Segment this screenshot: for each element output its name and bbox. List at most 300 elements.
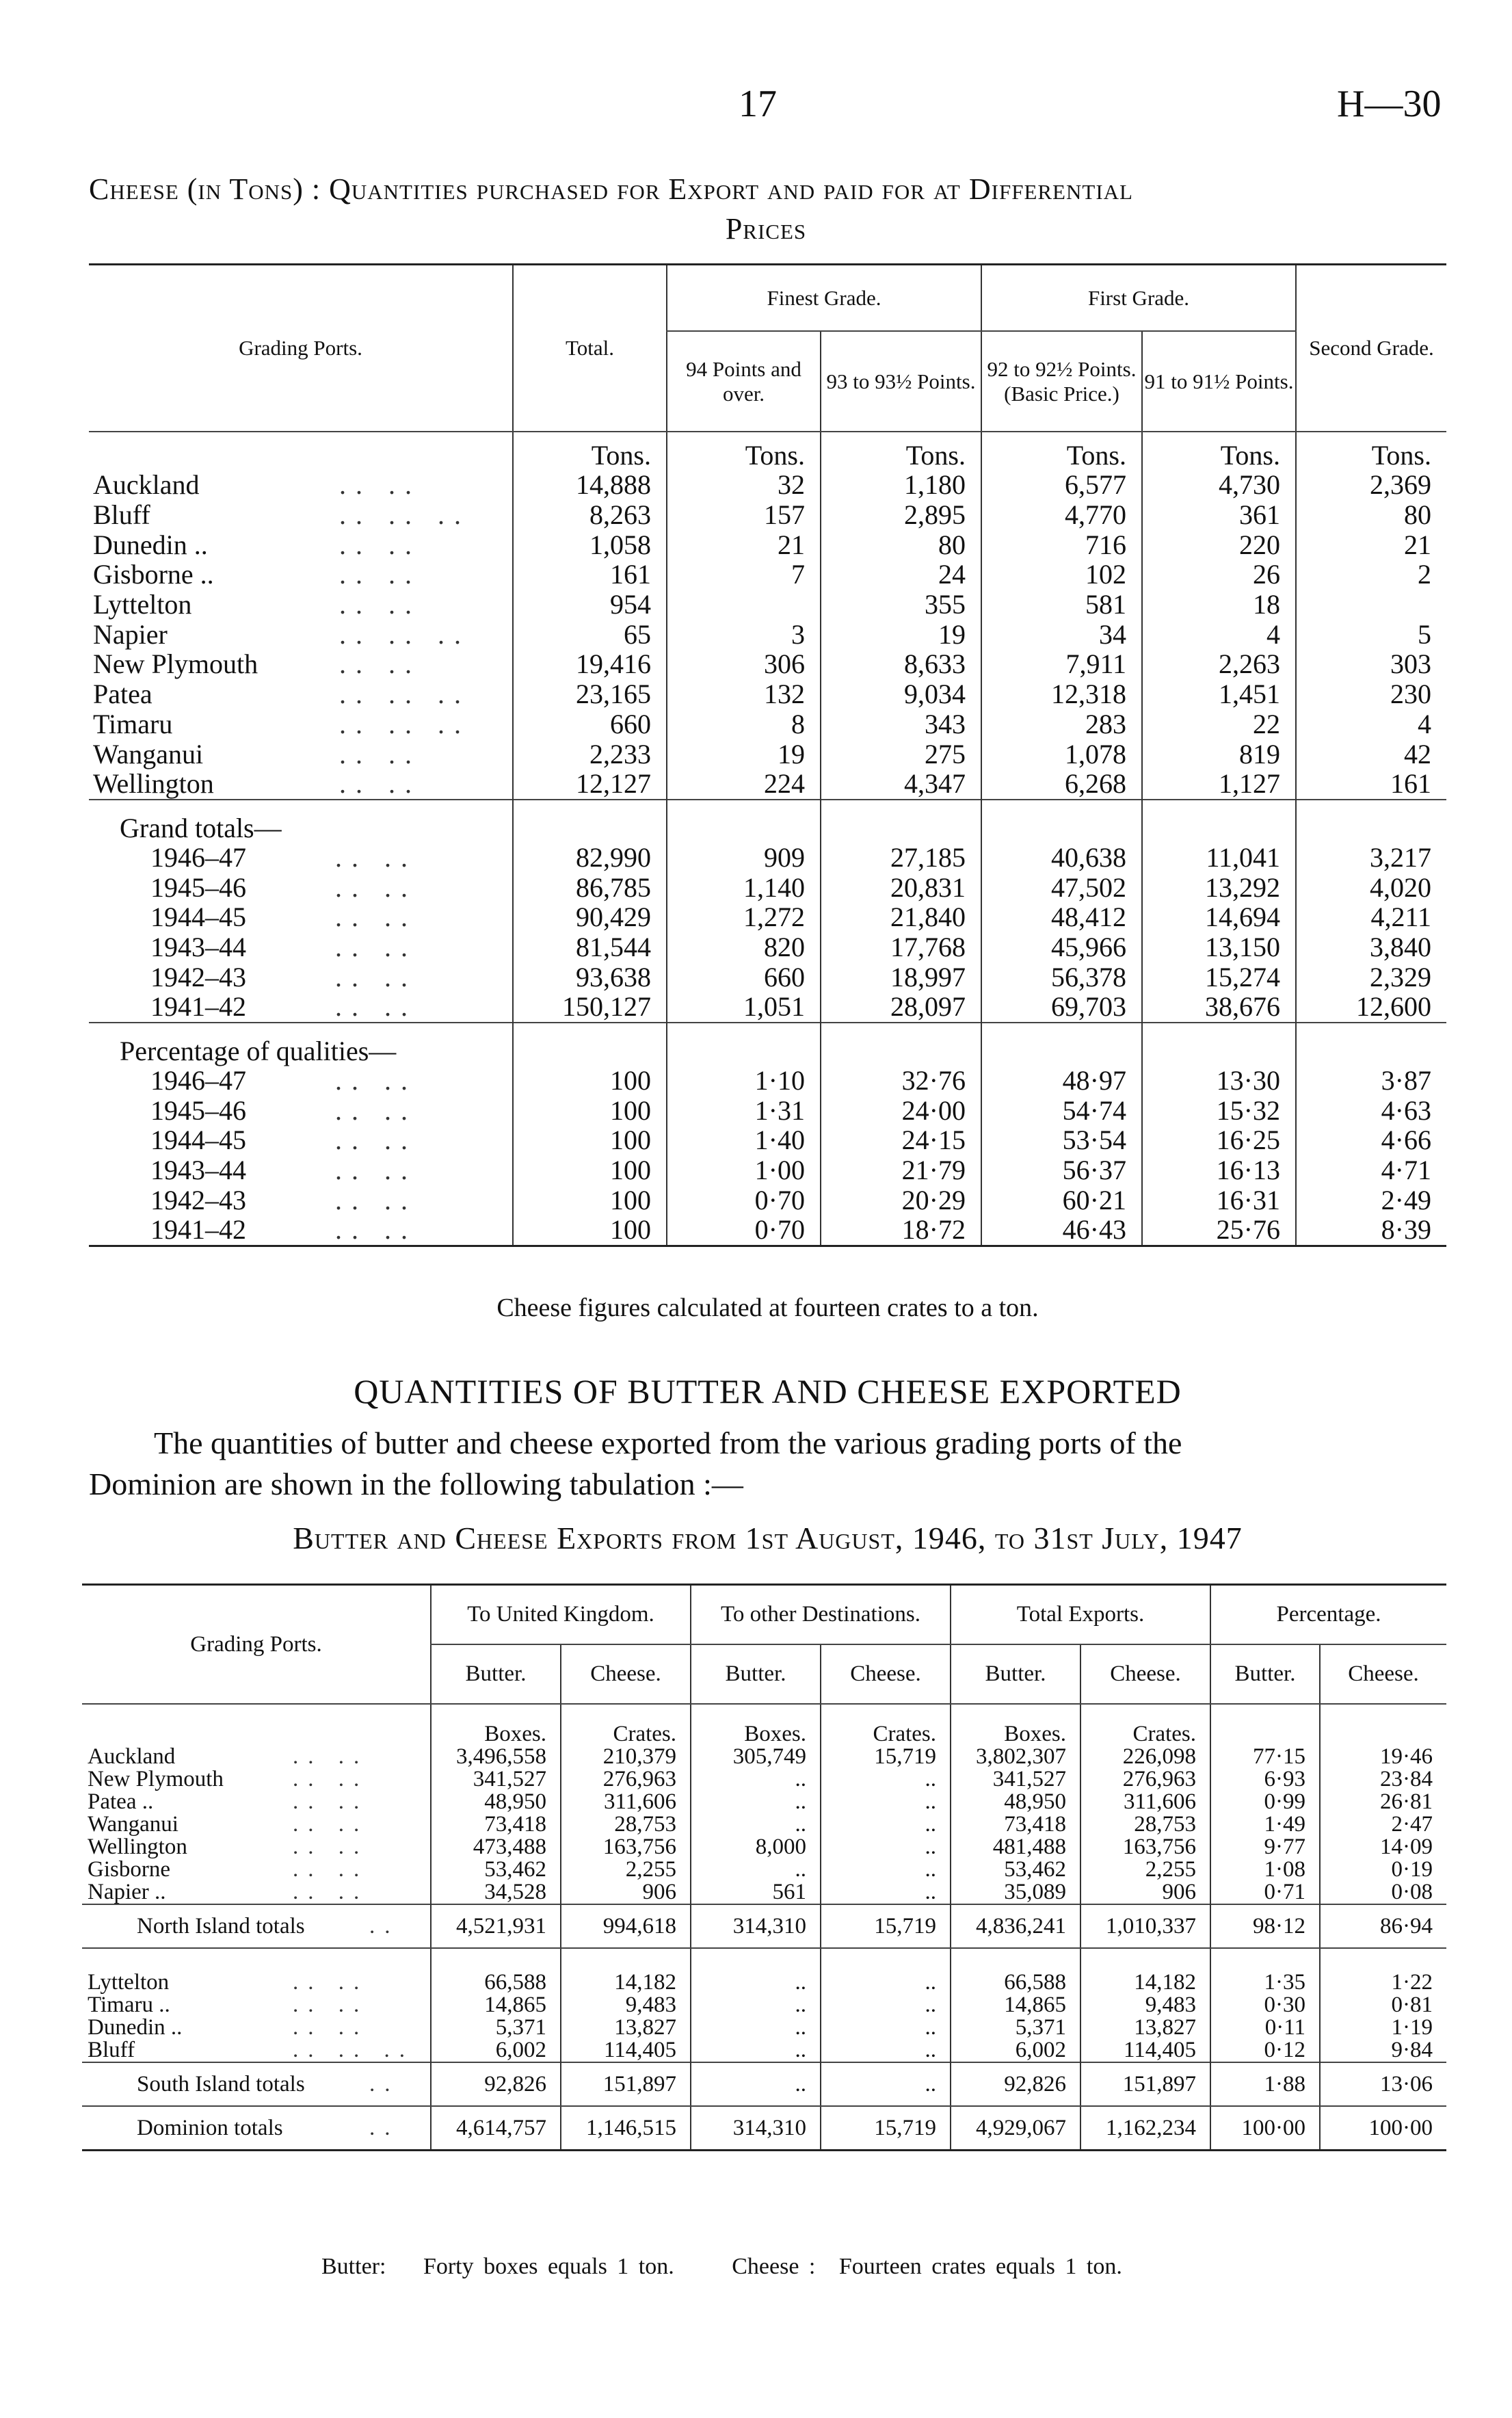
table-cell: 906 (561, 1881, 691, 1904)
table-cell: 819 (1142, 739, 1296, 769)
table-row (89, 470, 1446, 500)
leader-dots: .. .. .. (339, 679, 470, 710)
header-cheese: Cheese. (561, 1644, 691, 1704)
leader-dots: .. .. (335, 1065, 417, 1096)
table-cell: 9,483 (1080, 1994, 1210, 2016)
leader-dots: .. .. .. (339, 618, 470, 650)
table-cell: 100 (513, 1155, 667, 1185)
table-cell: 77·15 (1210, 1746, 1320, 1768)
table-cell: 73,418 (951, 1813, 1080, 1836)
table-cell: 38,676 (1142, 992, 1296, 1023)
table-cell: 24·00 (821, 1095, 981, 1125)
table-row (82, 1836, 1446, 1858)
table-cell: 151,897 (1080, 2062, 1210, 2106)
table-cell: 100 (513, 1185, 667, 1215)
leader-dots: .. .. (339, 469, 421, 501)
unit-boxes: Boxes. (951, 1704, 1080, 1746)
row-name: Lyttelton (93, 589, 192, 620)
row-label (89, 529, 513, 560)
table-cell: 81,544 (513, 932, 667, 962)
unit-empty (1210, 1704, 1320, 1746)
table-row (89, 649, 1446, 679)
row-name: 1943–44 (150, 931, 246, 962)
table-cell: 53,462 (431, 1858, 561, 1881)
table-row (82, 1858, 1446, 1881)
row-label (89, 1095, 513, 1125)
unit-label: Tons. (821, 432, 981, 470)
leader-dots: .. .. (339, 529, 421, 560)
totals-row (82, 1904, 1446, 1948)
table-cell: 92,826 (951, 2062, 1080, 2106)
table-cell: 0·71 (1210, 1881, 1320, 1904)
leader-dots: .. .. (335, 1184, 417, 1215)
row-label (82, 2016, 431, 2039)
table-cell: 21·79 (821, 1155, 981, 1185)
leader-dots: .. .. (335, 871, 417, 903)
table-cell: 32·76 (821, 1066, 981, 1096)
row-label (82, 1858, 431, 1881)
table-cell: 311,606 (561, 1791, 691, 1813)
row-name: Wellington (88, 1835, 187, 1859)
section-paragraph (89, 1423, 1446, 1505)
table-cell: 361 (1142, 500, 1296, 530)
table-cell: .. (821, 2062, 951, 2106)
header-total-exports: Total Exports. (951, 1585, 1210, 1645)
row-name: 1944–45 (150, 1125, 246, 1156)
leader-dots: .. .. (293, 1789, 369, 1814)
leader-dots: .. .. (335, 961, 417, 993)
row-name: North Island totals (137, 1913, 305, 1939)
grand-totals-label-row (89, 800, 1446, 843)
table-cell: 19,416 (513, 649, 667, 679)
table-cell: 311,606 (1080, 1791, 1210, 1813)
table-row (89, 992, 1446, 1023)
table-cell: 9·77 (1210, 1836, 1320, 1858)
percentage-section (89, 1023, 1446, 1066)
table-cell: .. (821, 1813, 951, 1836)
table-cell: 1,078 (981, 739, 1142, 769)
row-label (89, 619, 513, 649)
table-cell: 5 (1296, 619, 1446, 649)
row-label (82, 1791, 431, 1813)
table-cell: 0·08 (1320, 1881, 1446, 1904)
table-cell: 314,310 (691, 2106, 821, 2151)
units-note (321, 2254, 1122, 2280)
row-name: 1945–46 (150, 871, 246, 903)
table-cell: 132 (667, 679, 821, 709)
row-label (82, 2062, 431, 2106)
row-label (82, 1994, 431, 2016)
unit-crates: Crates. (1080, 1704, 1210, 1746)
table-cell: 2,329 (1296, 962, 1446, 992)
table-row (89, 769, 1446, 800)
table-cell (667, 590, 821, 620)
leader-dots: .. .. (293, 1857, 369, 1882)
row-name: 1943–44 (150, 1155, 246, 1186)
table-cell: 19·46 (1320, 1746, 1446, 1768)
cheese-note: Fourteen crates equals 1 ton. (838, 2254, 1122, 2279)
cheese-note: Cheese figures calculated at fourteen crates to a ton. (496, 1293, 1039, 1322)
row-label (89, 902, 513, 932)
leader-dots: .. .. (335, 902, 417, 933)
row-name: Dominion totals (137, 2115, 283, 2140)
table-cell: 3,802,307 (951, 1746, 1080, 1768)
table-cell: 73,418 (431, 1813, 561, 1836)
table-cell: 66,588 (431, 1971, 561, 1994)
table-cell: 26·81 (1320, 1791, 1446, 1813)
title-line-2: Prices (725, 212, 807, 246)
table-cell: .. (821, 1971, 951, 1994)
header-butter: Butter. (951, 1644, 1080, 1704)
unit-label: Tons. (1296, 432, 1446, 470)
table-cell: 2 (1296, 560, 1446, 590)
table-cell: 4,020 (1296, 872, 1446, 902)
table-cell: 13,292 (1142, 872, 1296, 902)
table-cell: 90,429 (513, 902, 667, 932)
table-row (89, 872, 1446, 902)
table-cell: 226,098 (1080, 1746, 1210, 1768)
row-label (82, 1904, 431, 1948)
table-cell: 1,058 (513, 529, 667, 560)
table-cell: 20·29 (821, 1185, 981, 1215)
table-cell: 53,462 (951, 1858, 1080, 1881)
table-cell: 1·88 (1210, 2062, 1320, 2106)
leader-dots: .. (369, 1913, 400, 1939)
table-cell: 660 (513, 709, 667, 739)
table-cell: 56,378 (981, 962, 1142, 992)
table-row (89, 1125, 1446, 1155)
leader-dots: .. .. (339, 768, 421, 800)
table-cell: 40,638 (981, 843, 1142, 873)
table-cell: 16·31 (1142, 1185, 1296, 1215)
header-cheese: Cheese. (1080, 1644, 1210, 1704)
row-label (82, 1746, 431, 1768)
table-cell: 0·99 (1210, 1791, 1320, 1813)
cheese-table-title (89, 170, 1443, 249)
row-label (89, 992, 513, 1023)
table-row (89, 1155, 1446, 1185)
table-cell: 45,966 (981, 932, 1142, 962)
table-cell: 161 (1296, 769, 1446, 800)
table-cell: 16·13 (1142, 1155, 1296, 1185)
table-cell: 8·39 (1296, 1215, 1446, 1246)
table-cell: .. (821, 1994, 951, 2016)
row-name: 1946–47 (150, 1065, 246, 1096)
table-row (82, 1994, 1446, 2016)
grand-totals-section (89, 800, 1446, 843)
leader-dots: .. .. (335, 1155, 417, 1186)
row-label (89, 962, 513, 992)
table-cell: 92,826 (431, 2062, 561, 2106)
table-cell: .. (691, 1971, 821, 1994)
table-cell: 14,182 (1080, 1971, 1210, 1994)
table-cell: 86·94 (1320, 1904, 1446, 1948)
table-cell: 34,528 (431, 1881, 561, 1904)
row-name: Napier .. (88, 1880, 166, 1904)
leader-dots: .. .. (335, 991, 417, 1023)
row-name: 1942–43 (150, 1184, 246, 1215)
table-cell: 9,034 (821, 679, 981, 709)
leader-dots: .. .. (293, 1835, 369, 1859)
table-row (89, 1215, 1446, 1246)
paragraph-line-2: Dominion are shown in the following tabulation :— (89, 1467, 743, 1501)
row-label (89, 560, 513, 590)
paragraph-line-1: The quantities of butter and cheese exported from the various grading ports of the (154, 1425, 1182, 1460)
table-cell: 5,371 (951, 2016, 1080, 2039)
header-butter: Butter. (691, 1644, 821, 1704)
table-cell: 21 (667, 529, 821, 560)
row-name: Patea (93, 679, 152, 710)
table-cell: 3,217 (1296, 843, 1446, 873)
table-row (89, 709, 1446, 739)
row-label (82, 1881, 431, 1904)
unit-crates: Crates. (561, 1704, 691, 1746)
leader-dots: .. .. .. (293, 2038, 414, 2062)
title-line-1: Cheese (in Tons) : Quantities purchased for Export and paid for at Differential (89, 172, 1133, 206)
row-name: 1941–42 (150, 1214, 246, 1246)
table-cell: 1·49 (1210, 1813, 1320, 1836)
table-cell: 32 (667, 470, 821, 500)
table-cell: 2·47 (1320, 1813, 1446, 1836)
table-cell: 163,756 (1080, 1836, 1210, 1858)
table-row (82, 1791, 1446, 1813)
header-second-grade: Second Grade. (1296, 265, 1446, 432)
table-cell: 1,162,234 (1080, 2106, 1210, 2151)
table-cell: 4,614,757 (431, 2106, 561, 2151)
table-cell: 11,041 (1142, 843, 1296, 873)
table-cell: 3,496,558 (431, 1746, 561, 1768)
row-label (82, 2039, 431, 2062)
butter-note: Forty boxes equals 1 ton. (423, 2254, 674, 2279)
table-row (89, 1066, 1446, 1096)
row-label (89, 1215, 513, 1246)
table-cell: 25·76 (1142, 1215, 1296, 1246)
header-butter: Butter. (431, 1644, 561, 1704)
row-label (82, 1768, 431, 1791)
row-label (89, 470, 513, 500)
unit-label: Tons. (513, 432, 667, 470)
row-name: South Island totals (137, 2071, 305, 2097)
table-cell: 48,950 (431, 1791, 561, 1813)
table-cell: 1·31 (667, 1095, 821, 1125)
row-name: New Plymouth (93, 648, 258, 680)
table-row (82, 1971, 1446, 1994)
units-row (82, 1704, 1446, 1746)
table-cell: 6,002 (951, 2039, 1080, 2062)
table-cell: 224 (667, 769, 821, 800)
units-spacer (82, 1704, 431, 1746)
table-cell: 151,897 (561, 2062, 691, 2106)
table-cell: 114,405 (561, 2039, 691, 2062)
table-cell: 163,756 (561, 1836, 691, 1858)
table-cell: 1,451 (1142, 679, 1296, 709)
row-name: Wellington (93, 768, 214, 800)
row-name: Dunedin .. (88, 2015, 183, 2040)
unit-label: Tons. (1142, 432, 1296, 470)
table-cell: 8,263 (513, 500, 667, 530)
table-cell: .. (691, 2016, 821, 2039)
table-cell: 34 (981, 619, 1142, 649)
unit-boxes: Boxes. (431, 1704, 561, 1746)
leader-dots: .. .. (339, 589, 421, 620)
table-cell: 100·00 (1210, 2106, 1320, 2151)
table-cell: 8 (667, 709, 821, 739)
table-cell: 6,002 (431, 2039, 561, 2062)
table-cell: 954 (513, 590, 667, 620)
leader-dots: .. (369, 2115, 400, 2140)
row-label (89, 843, 513, 873)
table-cell: 6,268 (981, 769, 1142, 800)
table-cell: 343 (821, 709, 981, 739)
table-cell: .. (821, 1836, 951, 1858)
table-cell: 0·81 (1320, 1994, 1446, 2016)
table-cell: .. (821, 1881, 951, 1904)
table-cell: 2,233 (513, 739, 667, 769)
table-cell: 276,963 (1080, 1768, 1210, 1791)
table-cell: 0·30 (1210, 1994, 1320, 2016)
table-cell: 27,185 (821, 843, 981, 873)
table-cell: 314,310 (691, 1904, 821, 1948)
table-cell: 9,483 (561, 1994, 691, 2016)
row-name: 1941–42 (150, 991, 246, 1023)
table-cell: 1·00 (667, 1155, 821, 1185)
row-name: Wanganui (93, 738, 204, 770)
table-cell: .. (821, 1791, 951, 1813)
table-cell: 4 (1142, 619, 1296, 649)
table-cell: 473,488 (431, 1836, 561, 1858)
table-cell: 0·12 (1210, 2039, 1320, 2062)
row-name: Gisborne (88, 1857, 170, 1882)
row-name: Auckland (88, 1744, 176, 1769)
table-cell: 12,127 (513, 769, 667, 800)
table-cell: 2,369 (1296, 470, 1446, 500)
table-cell: 305,749 (691, 1746, 821, 1768)
table-cell: .. (821, 1858, 951, 1881)
header-first-grade: First Grade. (981, 265, 1296, 332)
row-label (89, 679, 513, 709)
table-cell: 2,255 (1080, 1858, 1210, 1881)
table-cell: 15,719 (821, 1746, 951, 1768)
table-cell: 15,274 (1142, 962, 1296, 992)
unit-label: Tons. (981, 432, 1142, 470)
leader-dots: .. .. (293, 1812, 369, 1837)
percentage-label-row (89, 1023, 1446, 1066)
table-cell: 7 (667, 560, 821, 590)
leader-dots: .. .. (339, 559, 421, 590)
table-cell: 2,895 (821, 500, 981, 530)
table-row (89, 619, 1446, 649)
table-cell: 1·40 (667, 1125, 821, 1155)
leader-dots: .. .. .. (339, 499, 470, 531)
table-row (89, 1185, 1446, 1215)
row-name: 1946–47 (150, 841, 246, 873)
row-name: Patea .. (88, 1789, 154, 1814)
header-cheese: Cheese. (821, 1644, 951, 1704)
table-cell: 4·71 (1296, 1155, 1446, 1185)
table-cell: .. (821, 2016, 951, 2039)
table-cell: 14,182 (561, 1971, 691, 1994)
table-cell: .. (691, 2039, 821, 2062)
table-cell: 1·22 (1320, 1971, 1446, 1994)
row-name: Bluff (88, 2038, 135, 2062)
row-name: Bluff (93, 499, 150, 531)
butter-cheese-exports-table (82, 1583, 1446, 2151)
header-94-points: 94 Points and over. (667, 331, 821, 432)
table-cell: 4,730 (1142, 470, 1296, 500)
table-cell: 35,089 (951, 1881, 1080, 1904)
table-cell: 994,618 (561, 1904, 691, 1948)
table-cell: 13,150 (1142, 932, 1296, 962)
percentage-label: Percentage of qualities— (89, 1023, 513, 1066)
unit-label: Tons. (667, 432, 821, 470)
table-cell: 0·70 (667, 1215, 821, 1246)
butter-note-label: Butter: (321, 2254, 386, 2279)
table-cell: 98·12 (1210, 1904, 1320, 1948)
leader-dots: .. .. (293, 1993, 369, 2017)
header-93-points: 93 to 93½ Points. (821, 331, 981, 432)
percentage-rows (89, 1066, 1446, 1246)
table-cell: 0·19 (1320, 1858, 1446, 1881)
table-row (82, 2016, 1446, 2039)
table-cell: 17,768 (821, 932, 981, 962)
table-cell: 12,600 (1296, 992, 1446, 1023)
table-row (89, 529, 1446, 560)
table-cell: 21,840 (821, 902, 981, 932)
row-label (89, 1066, 513, 1096)
table-cell: 355 (821, 590, 981, 620)
row-label (89, 1185, 513, 1215)
cheese-quantities-table (89, 263, 1446, 1247)
table-cell: 18,997 (821, 962, 981, 992)
table-row (82, 1746, 1446, 1768)
row-name: Gisborne .. (93, 559, 214, 590)
leader-dots: .. (369, 2071, 400, 2097)
unit-crates: Crates. (821, 1704, 951, 1746)
table-cell: 6·93 (1210, 1768, 1320, 1791)
totals-row (82, 2062, 1446, 2106)
header-91-points: 91 to 91½ Points. (1142, 331, 1296, 432)
row-label (89, 1155, 513, 1185)
table-row (89, 843, 1446, 873)
leader-dots: .. .. (335, 841, 417, 873)
table-cell: 820 (667, 932, 821, 962)
table-row (89, 932, 1446, 962)
table-row (89, 590, 1446, 620)
row-name: Timaru (93, 708, 173, 739)
header-total: Total. (513, 265, 667, 432)
table-cell: 23,165 (513, 679, 667, 709)
cheese-note-label: Cheese : (732, 2254, 816, 2279)
leader-dots: .. .. (335, 1094, 417, 1126)
grand-totals-label: Grand totals— (89, 800, 513, 843)
port-rows (89, 470, 1446, 800)
table-cell: 2·49 (1296, 1185, 1446, 1215)
table-cell: 102 (981, 560, 1142, 590)
table-cell: 276,963 (561, 1768, 691, 1791)
table-cell: 341,527 (431, 1768, 561, 1791)
table-cell: 19 (667, 739, 821, 769)
header-grading-ports: Grading Ports. (89, 265, 513, 432)
leader-dots: .. .. (293, 2015, 369, 2040)
row-label (89, 769, 513, 800)
header-to-uk: To United Kingdom. (431, 1585, 691, 1645)
row-label (89, 709, 513, 739)
table-cell: 69,703 (981, 992, 1142, 1023)
row-name: 1944–45 (150, 902, 246, 933)
table-cell: 4,347 (821, 769, 981, 800)
table-cell: 18 (1142, 590, 1296, 620)
table-cell: 65 (513, 619, 667, 649)
